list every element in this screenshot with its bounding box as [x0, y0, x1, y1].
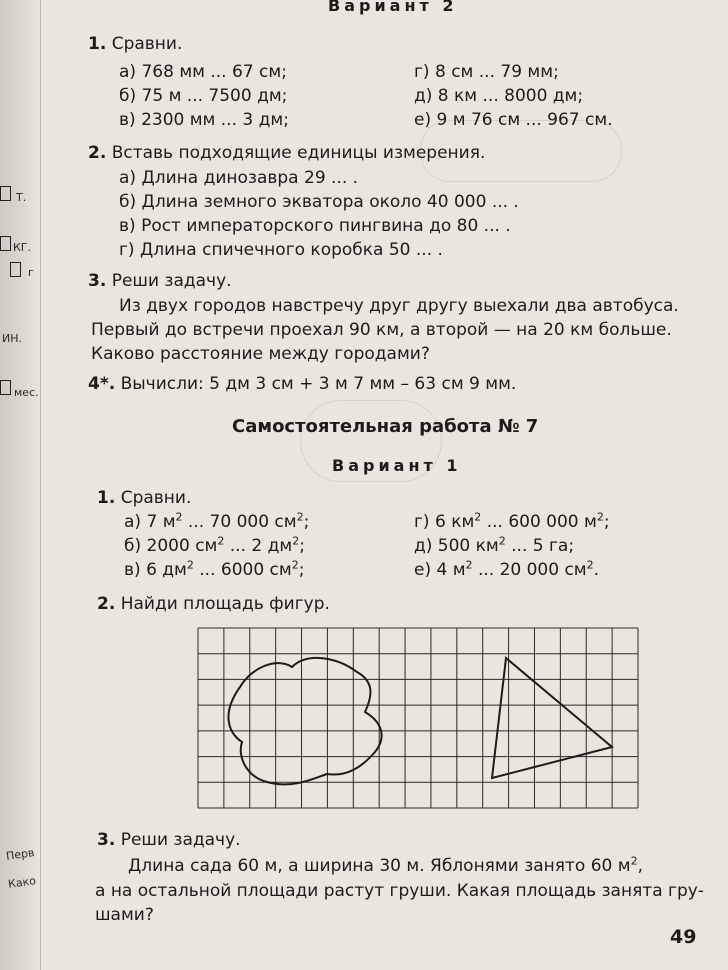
triangle-figure [492, 658, 612, 778]
task-title: Сравни. [111, 34, 183, 54]
compare-area-item: е) 4 $м^2$ ... 20 000 $см^2$. [414, 558, 600, 580]
variant-1-header: Вариант 1 [332, 456, 462, 475]
margin-fragment: ИН. [2, 332, 22, 345]
margin-fragment: Како [7, 874, 37, 891]
task-number: 3. [97, 830, 116, 850]
task-title: Реши задачу. [111, 271, 232, 291]
units-item: в) Рост императорского пингвина до 80 ... . [119, 216, 511, 236]
compare-item: б) 75 м ... 7500 дм; [119, 86, 288, 106]
checkbox-mark [0, 380, 11, 395]
problem-text-line: Из двух городов навстречу друг другу выехали два автобуса. [119, 296, 679, 316]
units-item: а) Длина динозавра 29 ... . [119, 168, 359, 188]
compare-item: в) 2300 мм ... 3 дм; [119, 110, 289, 130]
book-spine-margin [0, 0, 41, 970]
problem-text-line: Длина сада 60 м, а ширина 30 м. Яблонями занято 60 $м^2$, [128, 854, 643, 876]
compare-item: а) 768 мм ... 67 см; [119, 62, 287, 82]
margin-fragment: КГ. [13, 241, 32, 254]
checkbox-mark [0, 236, 11, 251]
task-title: Сравни. [120, 488, 192, 508]
problem-text-line: а на остальной площади растут груши. Какая площадь занята гру- [95, 881, 704, 901]
task-number: 2. [88, 143, 107, 163]
units-item: б) Длина земного экватора около 40 000 ... . [119, 192, 519, 212]
task-2-heading [88, 143, 485, 163]
task-text: Вычисли: 5 дм 3 см + 3 м 7 мм – 63 см 9 мм. [120, 374, 517, 394]
problem-text-line: шами? [95, 905, 154, 925]
page-number: 49 [670, 926, 697, 948]
task-number: 1. [97, 488, 116, 508]
compare-area-item: б) 2000 $см^2$ ... 2 $дм^2$; [124, 534, 305, 556]
margin-fragment: Т. [16, 191, 27, 204]
variant-2-header: Вариант 2 [328, 0, 458, 15]
irregular-figure [228, 658, 381, 784]
independent-work-title: Самостоятельная работа № 7 [232, 416, 539, 437]
problem-text-line: Первый до встречи проехал 90 км, а второй — на 20 км больше. [91, 320, 672, 340]
task-number: 2. [97, 594, 116, 614]
margin-fragment: мес. [14, 386, 39, 399]
w7-task-1-heading [97, 488, 191, 508]
textbook-page [40, 0, 728, 970]
compare-area-item: а) 7 $м^2$ ... 70 000 $см^2$; [124, 510, 310, 532]
compare-item: г) 8 см ... 79 мм; [414, 62, 559, 82]
compare-item: е) 9 м 76 см ... 967 см. [414, 110, 613, 130]
margin-fragment: Перв [5, 846, 36, 863]
compare-area-item: д) 500 $км^2$ ... 5 га; [414, 534, 575, 556]
units-item: г) Длина спичечного коробка 50 ... . [119, 240, 443, 260]
task-number: 3. [88, 271, 107, 291]
problem-text-line: Каково расстояние между городами? [91, 344, 430, 364]
w7-task-2-heading [97, 594, 330, 614]
task-3-heading [88, 271, 232, 291]
task-title: Найди площадь фигур. [120, 594, 330, 614]
checkbox-mark [0, 186, 11, 201]
task-number: 4*. [88, 374, 116, 394]
area-grid-figure [197, 627, 639, 809]
compare-area-item: г) 6 $км^2$ ... 600 000 $м^2$; [414, 510, 610, 532]
task-1-heading [88, 34, 182, 54]
w7-task-3-heading [97, 830, 241, 850]
checkbox-mark [10, 262, 21, 277]
task-title: Реши задачу. [120, 830, 241, 850]
task-title: Вставь подходящие единицы измерения. [111, 143, 486, 163]
task-4-star [88, 374, 516, 394]
margin-fragment: г [28, 266, 34, 279]
task-number: 1. [88, 34, 107, 54]
compare-item: д) 8 км ... 8000 дм; [414, 86, 584, 106]
compare-area-item: в) 6 $дм^2$ ... 6000 $см^2$; [124, 558, 305, 580]
